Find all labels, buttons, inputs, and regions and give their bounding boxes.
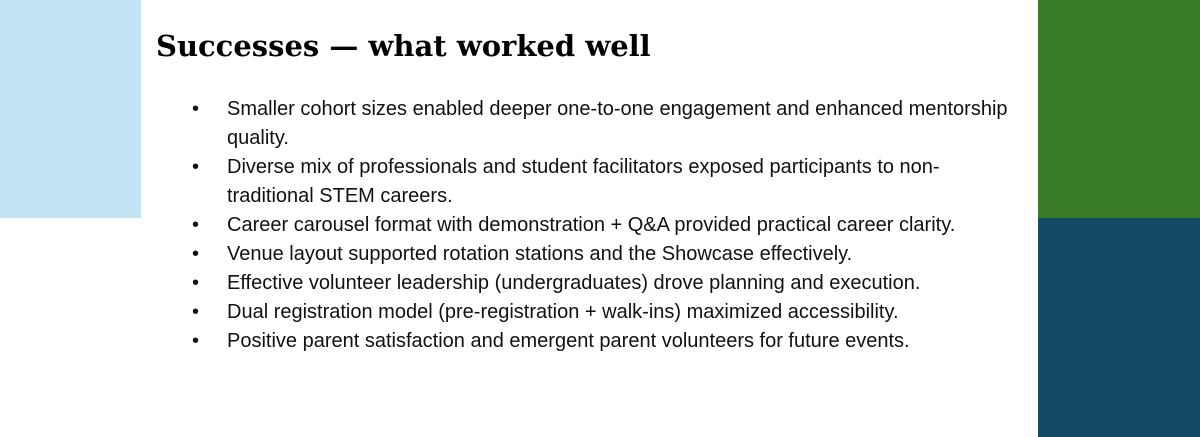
bullet-item: • Effective volunteer leadership (undergraduates) drove planning and execution. [192,269,1012,298]
bullet-item: • Diverse mix of professionals and student facilitators exposed participants to non-traditional STEM careers. [192,153,1012,211]
bullet-item: • Dual registration model (pre-registration + walk-ins) maximized accessibility. [192,298,1012,327]
bullet-item: • Positive parent satisfaction and emergent parent volunteers for future events. [192,327,1012,356]
slide-title: Successes — what worked well [156,29,651,63]
bullet-item: • Career carousel format with demonstration + Q&A provided practical career clarity. [192,211,1012,240]
decorative-block-green [1038,0,1200,218]
decorative-block-navy [1038,218,1200,437]
bullet-item: • Smaller cohort sizes enabled deeper one-to-one engagement and enhanced mentorship quality. [192,95,1012,153]
bullet-item: • Venue layout supported rotation stations and the Showcase effectively. [192,240,1012,269]
success-bullet-list [192,95,1012,356]
decorative-block-light-blue [0,0,141,218]
